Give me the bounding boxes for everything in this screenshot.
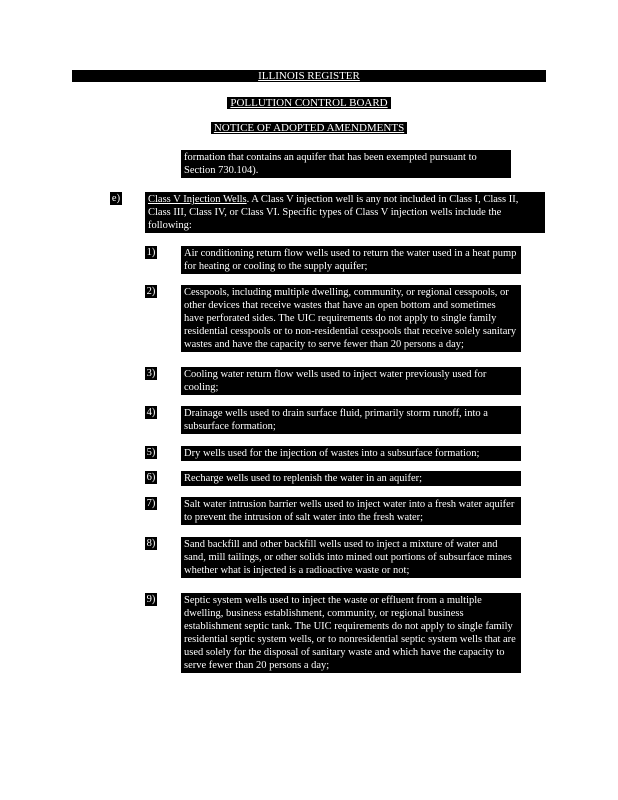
register-title: ILLINOIS REGISTER bbox=[0, 70, 618, 82]
item-number: 3) bbox=[146, 368, 156, 379]
section-heading: Class V Injection Wells bbox=[148, 194, 247, 205]
item-number: 4) bbox=[146, 407, 156, 418]
item-number: 8) bbox=[146, 538, 156, 549]
item-number: 2) bbox=[146, 286, 156, 297]
item-number: 7) bbox=[146, 498, 156, 509]
list-item: Cesspools, including multiple dwelling, community, or regional cesspools, or other devices that receive wastes that have an open bottom and sometimes have perforated sides. The UIC requirements do not apply to single family residential cesspools or to non-residential cesspools that receive solely sanitary wastes and have the capacity to serve fewer than 20 persons a day; bbox=[181, 285, 521, 352]
list-item: Salt water intrusion barrier wells used to inject water into a fresh water aquifer to prevent the intrusion of salt water into the fresh water; bbox=[181, 497, 521, 525]
list-item: Sand backfill and other backfill wells used to inject a mixture of water and sand, mill tailings, or other solids into mined out portions of subsurface mines whether what is injected is a radioactive waste or not; bbox=[181, 537, 521, 578]
board-title: POLLUTION CONTROL BOARD bbox=[0, 97, 618, 109]
item-number: 1) bbox=[146, 247, 156, 258]
item-number: 5) bbox=[146, 447, 156, 458]
list-item: Septic system wells used to inject the waste or effluent from a multiple dwelling, business establishment, community, or regional business establishment septic tank. The UIC requirements do not apply to single family residential septic system wells, or to nonresidential septic system wells that are used solely for the disposal of sanitary waste and which have the capacity to serve fewer than 20 persons a day; bbox=[181, 593, 521, 673]
section-text: . A Class V injection well is any not included in Class I, Class II, Class III, Class IV, or Class VI. Specific types of Class V injection wells include the following: bbox=[148, 194, 519, 231]
list-item: Cooling water return flow wells used to inject water previously used for cooling; bbox=[181, 367, 521, 395]
list-item: Recharge wells used to replenish the water in an aquifer; bbox=[181, 471, 521, 486]
list-item: Air conditioning return flow wells used to return the water used in a heat pump for heating or cooling to the supply aquifer; bbox=[181, 246, 521, 274]
continuation-paragraph: formation that contains an aquifer that has been exempted pursuant to Section 730.104). bbox=[181, 150, 511, 178]
item-number: 6) bbox=[146, 472, 156, 483]
section-letter: e) bbox=[111, 193, 121, 204]
notice-title: NOTICE OF ADOPTED AMENDMENTS bbox=[0, 122, 618, 134]
list-item: Drainage wells used to drain surface fluid, primarily storm runoff, into a subsurface formation; bbox=[181, 406, 521, 434]
list-item: Dry wells used for the injection of wastes into a subsurface formation; bbox=[181, 446, 521, 461]
item-number: 9) bbox=[146, 594, 156, 605]
section-paragraph bbox=[145, 192, 545, 233]
